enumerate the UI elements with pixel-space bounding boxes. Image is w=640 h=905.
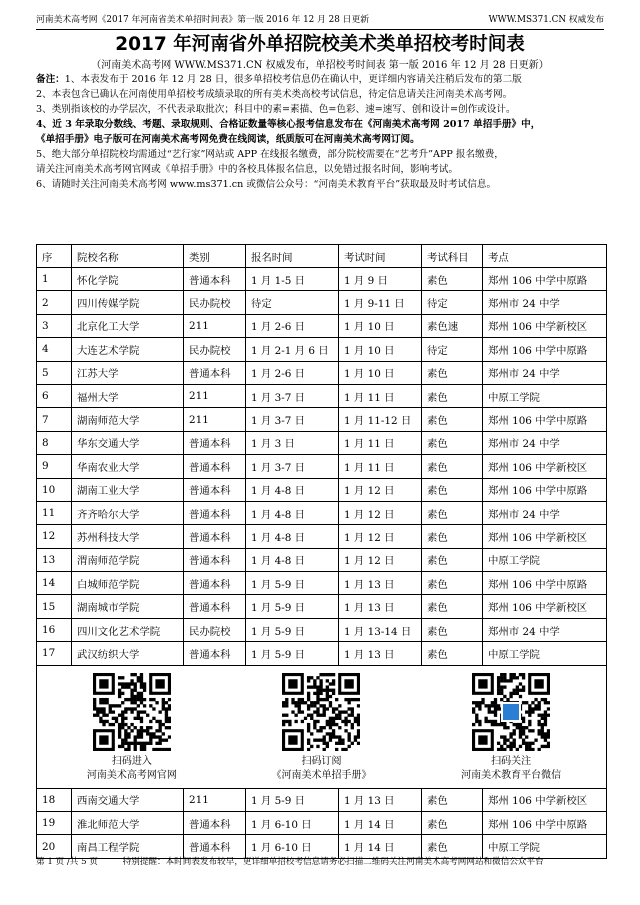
cell-location: 郑州 106 中学中原路 <box>483 478 607 501</box>
cell-subject: 素色 <box>422 408 483 431</box>
cell-location: 郑州 106 中学中原路 <box>483 268 607 291</box>
cell-index: 2 <box>37 291 72 314</box>
cell-type: 民办院校 <box>184 291 246 314</box>
table-row <box>37 291 607 314</box>
cell-subject: 素色 <box>422 455 483 478</box>
cell-index: 16 <box>37 618 72 641</box>
cell-school: 四川传媒学院 <box>72 291 184 314</box>
cell-index: 6 <box>37 384 72 407</box>
cell-subject: 素色 <box>422 548 483 571</box>
cell-type: 普通本科 <box>184 361 246 384</box>
cell-location: 郑州 106 中学中原路 <box>483 812 607 835</box>
col-header-school: 院校名称 <box>72 245 184 268</box>
cell-register: 1 月 5-9 日 <box>246 642 339 665</box>
cell-register: 1 月 5-9 日 <box>246 572 339 595</box>
page-subtitle: （河南美术高考网 WWW.MS371.CN 权威发布，单招校考时间表 第一版 2016 年 12 月 28 日更新） <box>91 60 549 71</box>
cell-index: 5 <box>37 361 72 384</box>
cell-index: 4 <box>37 338 72 361</box>
qr-item-wechat[interactable] <box>421 673 601 783</box>
cell-register: 1 月 1-5 日 <box>246 268 339 291</box>
cell-location: 郑州 106 中学新校区 <box>483 595 607 618</box>
cell-location: 郑州 106 中学新校区 <box>483 788 607 811</box>
cell-register: 1 月 4-8 日 <box>246 548 339 571</box>
qr-caption-2: 河南美术高考网官网 <box>86 769 177 781</box>
cell-exam-time: 1 月 13 日 <box>339 595 422 618</box>
cell-register: 1 月 3 日 <box>246 431 339 454</box>
cell-type: 普通本科 <box>184 835 246 858</box>
cell-exam-time: 1 月 10 日 <box>339 314 422 337</box>
cell-location: 郑州市 24 中学 <box>483 431 607 454</box>
note-1 <box>36 72 606 87</box>
cell-subject: 素色 <box>422 788 483 811</box>
table-row <box>37 455 607 478</box>
cell-subject: 素色 <box>422 384 483 407</box>
cell-exam-time: 1 月 13 日 <box>339 642 422 665</box>
cell-subject: 待定 <box>422 338 483 361</box>
table-row <box>37 572 607 595</box>
cell-index: 13 <box>37 548 72 571</box>
schedule-table <box>36 244 607 859</box>
qr-item-handbook[interactable] <box>231 673 411 783</box>
cell-index: 7 <box>37 408 72 431</box>
cell-location: 郑州市 24 中学 <box>483 361 607 384</box>
cell-location: 郑州 106 中学中原路 <box>483 408 607 431</box>
cell-school: 西南交通大学 <box>72 788 184 811</box>
col-header-type: 类别 <box>184 245 246 268</box>
cell-register: 1 月 2-6 日 <box>246 314 339 337</box>
cell-subject: 素色 <box>422 812 483 835</box>
table-row <box>37 314 607 337</box>
qr-caption-1: 扫码关注 <box>491 755 532 767</box>
cell-register: 1 月 5-9 日 <box>246 618 339 641</box>
cell-index: 11 <box>37 501 72 524</box>
col-header-location: 考点 <box>483 245 607 268</box>
cell-exam-time: 1 月 14 日 <box>339 812 422 835</box>
note-6: 6、请随时关注河南美术高考网 www.ms371.cn 或微信公众号：“河南美术教育平台”获取最及时考试信息。 <box>36 179 497 190</box>
cell-location: 中原工学院 <box>483 642 607 665</box>
cell-subject: 素色 <box>422 525 483 548</box>
cell-subject: 素色 <box>422 431 483 454</box>
table-row <box>37 501 607 524</box>
table-row <box>37 478 607 501</box>
qr-item-website[interactable] <box>42 673 222 783</box>
page-footer <box>36 855 606 867</box>
cell-type: 211 <box>184 384 246 407</box>
cell-type: 普通本科 <box>184 455 246 478</box>
table-row <box>37 338 607 361</box>
table-row <box>37 788 607 811</box>
cell-type: 211 <box>184 408 246 431</box>
cell-school: 苏州科技大学 <box>72 525 184 548</box>
cell-register: 1 月 3-7 日 <box>246 408 339 431</box>
cell-register: 待定 <box>246 291 339 314</box>
cell-type: 民办院校 <box>184 338 246 361</box>
cell-type: 211 <box>184 314 246 337</box>
table-row <box>37 548 607 571</box>
cell-exam-time: 1 月 13 日 <box>339 788 422 811</box>
col-header-exam-time: 考试时间 <box>339 245 422 268</box>
cell-location: 郑州市 24 中学 <box>483 618 607 641</box>
cell-register: 1 月 4-8 日 <box>246 501 339 524</box>
cell-location: 郑州 106 中学新校区 <box>483 525 607 548</box>
col-header-subject: 考试科目 <box>422 245 483 268</box>
header-left-text: 河南美术高考网《2017 年河南省美术单招时间表》第一版 2016 年 12 月 28 日更新 <box>36 15 370 25</box>
cell-type: 普通本科 <box>184 642 246 665</box>
cell-subject: 素色 <box>422 572 483 595</box>
cell-school: 湖南师范大学 <box>72 408 184 431</box>
cell-index: 1 <box>37 268 72 291</box>
table-row <box>37 812 607 835</box>
cell-exam-time: 1 月 11 日 <box>339 431 422 454</box>
table-row <box>37 361 607 384</box>
cell-register: 1 月 4-8 日 <box>246 478 339 501</box>
cell-location: 中原工学院 <box>483 835 607 858</box>
header-right-text: WWW.MS371.CN 权威发布 <box>488 15 604 25</box>
cell-school: 湖南工业大学 <box>72 478 184 501</box>
cell-exam-time: 1 月 11 日 <box>339 384 422 407</box>
table-row <box>37 595 607 618</box>
cell-type: 普通本科 <box>184 501 246 524</box>
qr-caption-1: 扫码进入 <box>111 755 152 767</box>
table-row <box>37 431 607 454</box>
note-5b: 请关注河南美术高考网官网或《单招手册》中的各校具体报名信息，以免错过报名时间，影响考试。 <box>36 164 459 175</box>
table-row <box>37 618 607 641</box>
cell-register: 1 月 5-9 日 <box>246 595 339 618</box>
qr-code-icon <box>93 673 171 751</box>
cell-subject: 待定 <box>422 291 483 314</box>
cell-register: 1 月 4-8 日 <box>246 525 339 548</box>
cell-type: 普通本科 <box>184 431 246 454</box>
note-5a: 5、绝大部分单招院校均需通过“艺行家”网站或 APP 在线报名缴费，部分院校需要在“艺考升”APP 报名缴费， <box>36 149 504 160</box>
cell-index: 17 <box>37 642 72 665</box>
table-row <box>37 408 607 431</box>
cell-subject: 素色 <box>422 618 483 641</box>
qr-row <box>37 665 607 788</box>
cell-school: 齐齐哈尔大学 <box>72 501 184 524</box>
cell-school: 淮北师范大学 <box>72 812 184 835</box>
cell-index: 19 <box>37 812 72 835</box>
qr-cell <box>37 665 607 788</box>
cell-school: 北京化工大学 <box>72 314 184 337</box>
cell-school: 福州大学 <box>72 384 184 407</box>
cell-exam-time: 1 月 10 日 <box>339 361 422 384</box>
cell-index: 8 <box>37 431 72 454</box>
cell-location: 郑州市 24 中学 <box>483 501 607 524</box>
cell-exam-time: 1 月 10 日 <box>339 338 422 361</box>
qr-caption-1: 扫码订阅 <box>301 755 342 767</box>
cell-type: 普通本科 <box>184 812 246 835</box>
cell-type: 普通本科 <box>184 548 246 571</box>
cell-location: 郑州 106 中学中原路 <box>483 572 607 595</box>
table-row <box>37 642 607 665</box>
table-row <box>37 384 607 407</box>
cell-subject: 素色 <box>422 268 483 291</box>
cell-location: 中原工学院 <box>483 384 607 407</box>
cell-register: 1 月 3-7 日 <box>246 455 339 478</box>
cell-exam-time: 1 月 12 日 <box>339 548 422 571</box>
cell-subject: 素色 <box>422 361 483 384</box>
table-row <box>37 525 607 548</box>
qr-code-icon <box>472 673 550 751</box>
cell-index: 10 <box>37 478 72 501</box>
note-4a: 4、近 3 年录取分数线、考题、录取规则、合格证数量等核心报考信息发布在《河南美术高考网 2017 单招手册》中， <box>36 119 541 130</box>
cell-index: 18 <box>37 788 72 811</box>
cell-school: 华南农业大学 <box>72 455 184 478</box>
cell-type: 普通本科 <box>184 478 246 501</box>
cell-school: 大连艺术学院 <box>72 338 184 361</box>
note-2: 2、本表包含已确认在河南使用单招校考成绩录取的所有美术类高校考试信息，待定信息请关注河南美术高考网。 <box>36 89 513 100</box>
footer-tip: 特别提醒：本时间表发布较早，更详细单招校考信息请务必扫描二维码关注河南美术高考网网站和微信公众平台 <box>122 857 544 867</box>
cell-exam-time: 1 月 14 日 <box>339 835 422 858</box>
cell-register: 1 月 3-7 日 <box>246 384 339 407</box>
cell-subject: 素色 <box>422 501 483 524</box>
col-header-register: 报名时间 <box>246 245 339 268</box>
cell-location: 郑州市 24 中学 <box>483 291 607 314</box>
cell-index: 15 <box>37 595 72 618</box>
note-3: 3、类别指该校的办学层次，不代表录取批次；科目中的素=素描、色=色彩、速=速写、创和设计=创作或设计。 <box>36 104 516 115</box>
cell-exam-time: 1 月 11-12 日 <box>339 408 422 431</box>
cell-exam-time: 1 月 9-11 日 <box>339 291 422 314</box>
cell-register: 1 月 6-10 日 <box>246 812 339 835</box>
cell-register: 1 月 6-10 日 <box>246 835 339 858</box>
notes-block <box>36 72 606 192</box>
cell-index: 9 <box>37 455 72 478</box>
cell-index: 12 <box>37 525 72 548</box>
cell-register: 1 月 2-6 日 <box>246 361 339 384</box>
cell-school: 怀化学院 <box>72 268 184 291</box>
cell-register: 1 月 2-1 月 6 日 <box>246 338 339 361</box>
cell-location: 中原工学院 <box>483 548 607 571</box>
qr-code-icon <box>282 673 360 751</box>
note-4b: 《单招手册》电子版可在河南美术高考网免费在线阅读，纸质版可在河南美术高考网订阅。 <box>36 134 420 145</box>
cell-school: 白城师范学院 <box>72 572 184 595</box>
cell-exam-time: 1 月 11 日 <box>339 455 422 478</box>
cell-location: 郑州 106 中学新校区 <box>483 455 607 478</box>
note-1-text: 1、本表发布于 2016 年 12 月 28 日，很多单招校考信息仍在确认中，更详细内容请关注稍后发布的第二版 <box>64 74 522 85</box>
page-number: 第 1 页 /共 5 页 <box>36 857 98 867</box>
cell-subject: 素色 <box>422 595 483 618</box>
cell-type: 普通本科 <box>184 572 246 595</box>
cell-register: 1 月 5-9 日 <box>246 788 339 811</box>
cell-type: 普通本科 <box>184 268 246 291</box>
cell-type: 普通本科 <box>184 525 246 548</box>
cell-school: 渭南师范学院 <box>72 548 184 571</box>
cell-type: 211 <box>184 788 246 811</box>
cell-index: 14 <box>37 572 72 595</box>
qr-caption-2: 河南美术教育平台微信 <box>461 769 562 781</box>
cell-exam-time: 1 月 12 日 <box>339 501 422 524</box>
cell-exam-time: 1 月 9 日 <box>339 268 422 291</box>
page-title: 2017 年河南省外单招院校美术类单招校考时间表 <box>115 34 525 55</box>
cell-type: 民办院校 <box>184 618 246 641</box>
col-header-index: 序 <box>37 245 72 268</box>
cell-school: 武汉纺织大学 <box>72 642 184 665</box>
cell-exam-time: 1 月 12 日 <box>339 478 422 501</box>
cell-type: 普通本科 <box>184 595 246 618</box>
cell-subject: 素色 <box>422 478 483 501</box>
cell-location: 郑州 106 中学中原路 <box>483 338 607 361</box>
cell-index: 20 <box>37 835 72 858</box>
cell-school: 江苏大学 <box>72 361 184 384</box>
cell-exam-time: 1 月 13-14 日 <box>339 618 422 641</box>
cell-school: 四川文化艺术学院 <box>72 618 184 641</box>
cell-subject: 素色 <box>422 642 483 665</box>
table-header-row <box>37 245 607 268</box>
qr-caption-2: 《河南美术单招手册》 <box>271 769 372 781</box>
cell-exam-time: 1 月 13 日 <box>339 572 422 595</box>
table-row <box>37 268 607 291</box>
note-label: 备注： <box>36 74 65 85</box>
cell-school: 湖南城市学院 <box>72 595 184 618</box>
cell-subject: 素色速 <box>422 314 483 337</box>
page-header <box>36 9 604 30</box>
cell-exam-time: 1 月 12 日 <box>339 525 422 548</box>
cell-location: 郑州 106 中学新校区 <box>483 314 607 337</box>
cell-school: 南昌工程学院 <box>72 835 184 858</box>
cell-subject: 素色 <box>422 835 483 858</box>
cell-index: 3 <box>37 314 72 337</box>
cell-school: 华东交通大学 <box>72 431 184 454</box>
